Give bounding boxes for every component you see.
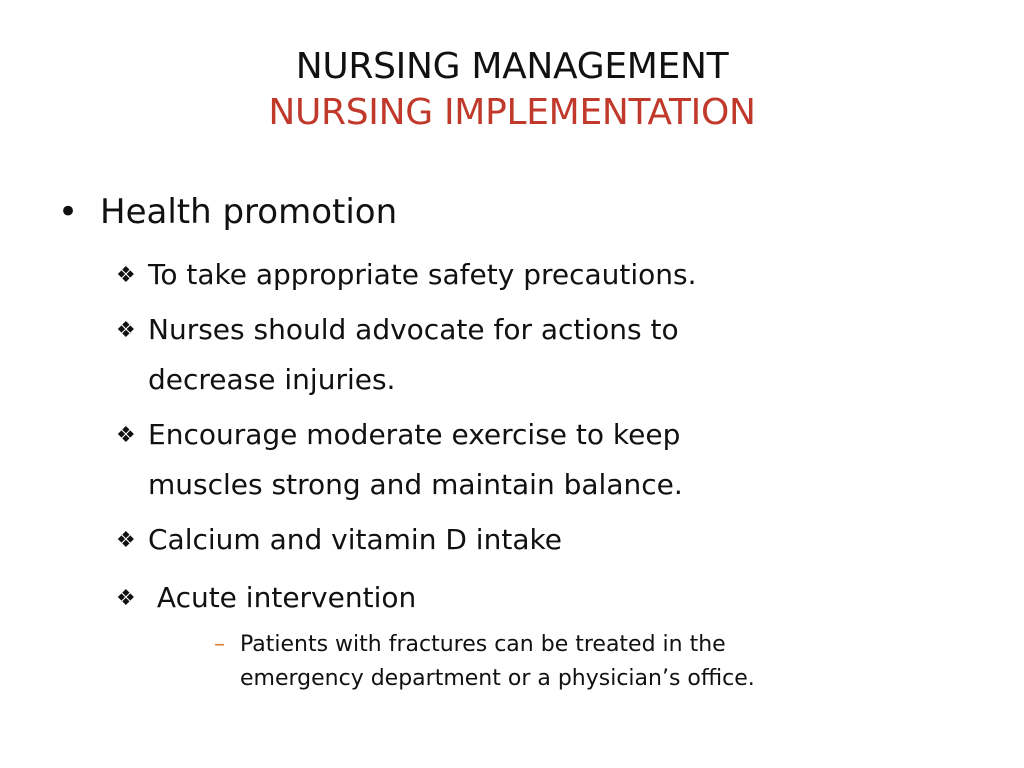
bullet-text: Health promotion bbox=[100, 192, 398, 232]
diamond-bullet-icon: ❖ bbox=[116, 263, 136, 288]
title-line-subtitle: NURSING IMPLEMENTATION bbox=[268, 92, 756, 133]
sub-bullet-text: Encourage moderate exercise to keep muscles strong and maintain balance. bbox=[148, 418, 683, 501]
diamond-bullet-icon: ❖ bbox=[116, 318, 136, 343]
bullet-dot-icon: • bbox=[58, 192, 79, 232]
sub-sub-bullet-text: Patients with fractures can be treated in the emergency department or a physician’s office. bbox=[240, 632, 755, 691]
dash-bullet-icon: – bbox=[214, 632, 225, 657]
sub-bullet-text: Calcium and vitamin D intake bbox=[148, 523, 562, 556]
sub-bullet-text: To take appropriate safety precautions. bbox=[148, 258, 697, 291]
sub-bullet-advocate bbox=[116, 305, 796, 405]
sub-sub-bullet-fractures bbox=[214, 628, 814, 696]
bullet-health-promotion bbox=[58, 190, 397, 234]
slide-title bbox=[0, 44, 1024, 136]
sub-bullet-text: Acute intervention bbox=[148, 581, 417, 614]
sub-bullet-exercise bbox=[116, 410, 796, 510]
sub-bullet-acute-intervention bbox=[116, 573, 796, 624]
sub-bullet-safety-precautions bbox=[116, 250, 796, 301]
diamond-bullet-icon: ❖ bbox=[116, 586, 136, 611]
title-line-main: NURSING MANAGEMENT bbox=[295, 46, 729, 87]
sub-bullet-calcium bbox=[116, 515, 796, 566]
diamond-bullet-icon: ❖ bbox=[116, 528, 136, 553]
sub-bullet-text: Nurses should advocate for actions to decrease injuries. bbox=[148, 313, 679, 396]
diamond-bullet-icon: ❖ bbox=[116, 423, 136, 448]
